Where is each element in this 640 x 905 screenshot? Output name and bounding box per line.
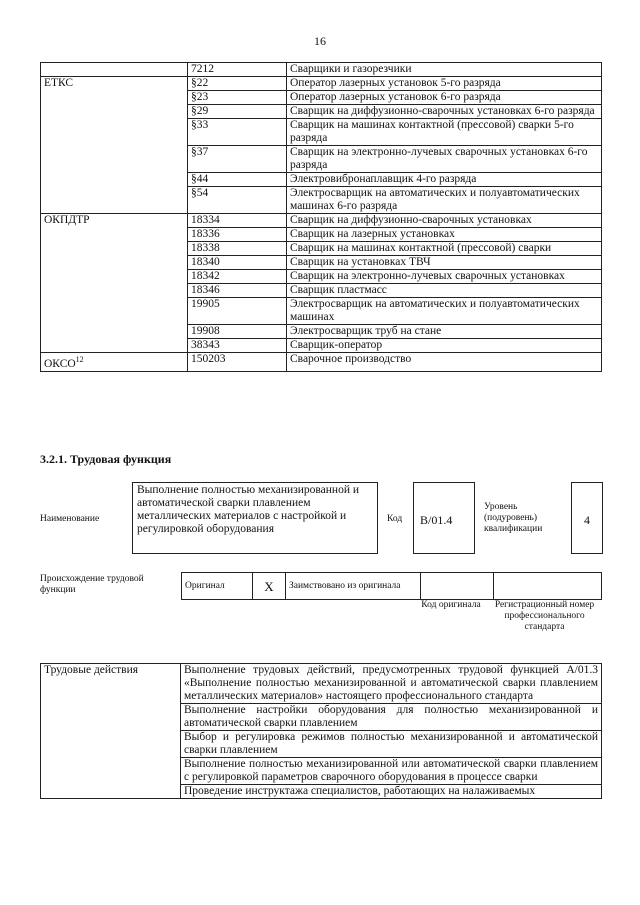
classifier-name: Электросварщик труб на стане bbox=[287, 325, 602, 339]
classifier-group: ЕТКС bbox=[41, 77, 188, 214]
classifier-name: Электровибронаплавщик 4-го разряда bbox=[287, 173, 602, 187]
section-title: 3.2.1. Трудовая функция bbox=[40, 452, 172, 466]
labor-action-row bbox=[41, 664, 602, 704]
classifier-name: Оператор лазерных установок 6-го разряда bbox=[287, 91, 602, 105]
classifier-code: 18334 bbox=[188, 214, 287, 228]
labor-actions-label: Трудовые действия bbox=[41, 664, 181, 799]
labor-actions-body bbox=[41, 664, 602, 799]
classifier-code: 18338 bbox=[188, 242, 287, 256]
okso-section bbox=[41, 353, 602, 372]
classifier-code: 18346 bbox=[188, 284, 287, 298]
classifier-name: Сварщик на диффузионно-сварочных установках bbox=[287, 214, 602, 228]
reg-number-label: Регистрационный номер профессионального стандарта bbox=[494, 600, 595, 632]
labor-action: Выполнение настройки оборудования для полностью механизированной и автоматической сварки плавлением bbox=[181, 704, 602, 731]
labor-action: Выполнение трудовых действий, предусмотренных трудовой функцией А/01.3 «Выполнение полностью механизированной и автоматической сварки плавлением металлических материалов» настоящего профессионального стандарта bbox=[181, 664, 602, 704]
classifier-name: Сварщик на электронно-лучевых сварочных установках 6-го разряда bbox=[287, 146, 602, 173]
function-name: Выполнение полностью механизированной и автоматической сварки плавлением металлических материалов с настройкой и регулировкой оборудования bbox=[132, 482, 378, 554]
origin-row bbox=[182, 573, 602, 600]
classifier-table bbox=[40, 62, 602, 372]
origin-label: Происхождение трудовой функции bbox=[40, 574, 144, 595]
classifier-group: ОКПДТР bbox=[41, 214, 188, 353]
classifier-name: Электросварщик на автоматических и полуавтоматических машинах bbox=[287, 298, 602, 325]
classifier-name: Электросварщик на автоматических и полуавтоматических машинах 6-го разряда bbox=[287, 187, 602, 214]
classifier-row bbox=[41, 77, 602, 91]
classifier-code: §22 bbox=[188, 77, 287, 91]
original-mark: X bbox=[253, 573, 286, 600]
classifier-code: 19908 bbox=[188, 325, 287, 339]
classifier-code: 7212 bbox=[188, 63, 287, 77]
level-label: Уровень (подуровень) квалификации bbox=[484, 502, 543, 534]
classifier-code: 18340 bbox=[188, 256, 287, 270]
classifier-name: Сварщик на установках ТВЧ bbox=[287, 256, 602, 270]
original-code-cell bbox=[421, 573, 494, 600]
classifier-code: §33 bbox=[188, 119, 287, 146]
classifier-name: Сварщик на машинах контактной (прессовой) сварки bbox=[287, 242, 602, 256]
classifier-name: Сварщики и газорезчики bbox=[287, 63, 602, 77]
classifier-row bbox=[41, 214, 602, 228]
classifier-name: Сварщик на диффузионно-сварочных установках 6-го разряда bbox=[287, 105, 602, 119]
classifier-name: Оператор лазерных установок 5-го разряда bbox=[287, 77, 602, 91]
labor-action: Проведение инструктажа специалистов, работающих на налаживаемых bbox=[181, 785, 602, 799]
okso-row bbox=[41, 353, 602, 372]
classifier-name: Сварщик-оператор bbox=[287, 339, 602, 353]
classifier-name: Сварщик пластмасс bbox=[287, 284, 602, 298]
labor-action: Выбор и регулировка режимов полностью механизированной и автоматической сварки плавлением bbox=[181, 731, 602, 758]
labor-actions-table bbox=[40, 663, 602, 799]
labor-action: Выполнение полностью механизированной или автоматической сварки плавлением с регулировкой параметров сварочного оборудования в процессе сварки bbox=[181, 758, 602, 785]
classifier-code: §29 bbox=[188, 105, 287, 119]
classifier-name: Сварщик на машинах контактной (прессовой) сварки 5-го разряда bbox=[287, 119, 602, 146]
original-code-label: Код оригинала bbox=[421, 600, 481, 610]
okso-label-cell bbox=[41, 353, 188, 372]
classifier-group bbox=[41, 63, 188, 77]
okso-code: 150203 bbox=[188, 353, 287, 372]
okso-name: Сварочное производство bbox=[287, 353, 602, 372]
classifier-code: 18336 bbox=[188, 228, 287, 242]
name-label: Наименование bbox=[40, 514, 100, 524]
reg-number-cell bbox=[494, 573, 602, 600]
classifier-table-body bbox=[41, 63, 602, 353]
page-number: 16 bbox=[314, 34, 326, 48]
classifier-code: §23 bbox=[188, 91, 287, 105]
okso-label: ОКСО bbox=[44, 357, 76, 370]
code-label: Код bbox=[387, 514, 403, 524]
qualification-level: 4 bbox=[571, 482, 603, 554]
classifier-code: §54 bbox=[188, 187, 287, 214]
classifier-code: 18342 bbox=[188, 270, 287, 284]
function-code: B/01.4 bbox=[413, 482, 475, 554]
classifier-name: Сварщик на электронно-лучевых сварочных установках bbox=[287, 270, 602, 284]
classifier-name: Сварщик на лазерных установках bbox=[287, 228, 602, 242]
borrowed-label: Заимствовано из оригинала bbox=[286, 573, 421, 600]
classifier-code: 19905 bbox=[188, 298, 287, 325]
classifier-code: §44 bbox=[188, 173, 287, 187]
okso-footnote: 12 bbox=[75, 355, 84, 364]
origin-table bbox=[181, 572, 602, 600]
original-label: Оригинал bbox=[182, 573, 253, 600]
classifier-code: 38343 bbox=[188, 339, 287, 353]
classifier-code: §37 bbox=[188, 146, 287, 173]
classifier-row bbox=[41, 63, 602, 77]
